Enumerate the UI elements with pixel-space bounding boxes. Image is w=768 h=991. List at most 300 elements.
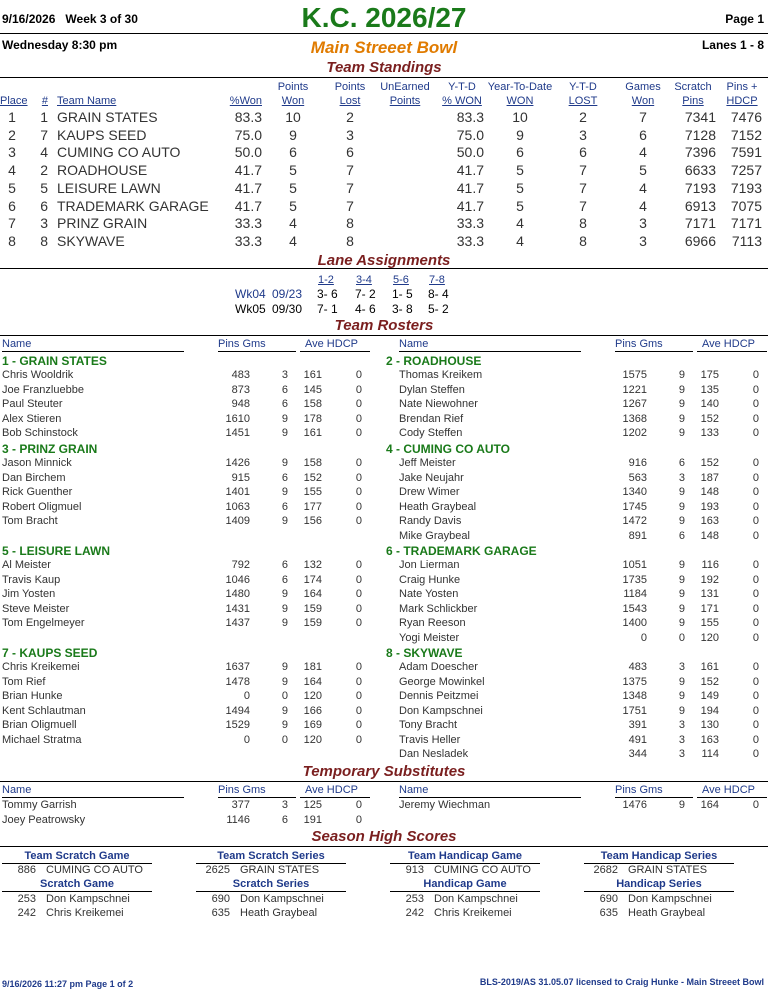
player-handicap: 0 (355, 398, 362, 410)
player-pins: 1735 (622, 573, 647, 586)
player-games: 9 (678, 588, 685, 600)
high-score-heading: Team Scratch Game (24, 850, 130, 862)
player-games: 9 (281, 719, 288, 731)
player-pins: 1751 (622, 704, 647, 717)
standings-cell: 7193 (730, 179, 762, 196)
player-pins: 1409 (225, 515, 250, 527)
team-name: 2 - ROADHOUSE (386, 354, 482, 368)
player-name: Nate Niewohner (399, 398, 478, 410)
player-average: 163 (700, 515, 719, 527)
player-average: 152 (700, 412, 719, 425)
underline (218, 351, 296, 352)
standings-cell: 6 (8, 197, 16, 214)
lanes-range: Lanes 1 - 8 (701, 38, 764, 52)
footer-right: BLS-2019/AS 31.05.07 licensed to Craig Hunke - Main Streeet Bowl (479, 977, 764, 987)
standings-cell: 2 (579, 109, 587, 125)
player-name: Dylan Steffen (399, 383, 465, 396)
bowling-center: Main Streeet Bowl (310, 38, 458, 57)
standings-cell: 2 (346, 109, 354, 125)
lane-header: 7-8 (429, 274, 445, 286)
player-average: 148 (700, 529, 719, 542)
player-games: 3 (678, 748, 685, 760)
player-name: Brian Oligmuell (2, 719, 77, 731)
standings-cell: 4 (639, 179, 647, 196)
player-average: 155 (700, 617, 719, 629)
player-handicap: 0 (355, 704, 362, 717)
standings-cell: 8 (40, 232, 48, 249)
underline (2, 351, 184, 352)
player-handicap: 0 (752, 661, 759, 673)
divider (0, 846, 768, 847)
player-handicap: 0 (752, 675, 759, 688)
player-pins: 1368 (622, 412, 647, 425)
player-handicap: 0 (355, 471, 362, 484)
player-name: Brian Hunke (2, 690, 63, 702)
lane-week: Wk04 (235, 287, 266, 301)
standings-cell: 50.0 (234, 144, 262, 161)
standings-cell: 8 (579, 215, 587, 232)
report-date: 9/16/2026 Week 3 of 30 (2, 12, 138, 26)
high-score-heading: Handicap Game (423, 878, 507, 890)
team-name: 8 - SKYWAVE (386, 646, 463, 660)
player-pins: 1745 (622, 500, 647, 513)
footer-left: 9/16/2026 11:27 pm Page 1 of 2 (2, 979, 134, 989)
player-games: 9 (281, 602, 288, 615)
team-name: 3 - PRINZ GRAIN (2, 442, 98, 456)
high-score-name: Don Kampschnei (434, 893, 518, 905)
player-games: 9 (281, 457, 288, 469)
high-score-name: Chris Kreikemei (46, 907, 124, 919)
high-score-name: GRAIN STATES (240, 864, 320, 876)
player-games: 3 (281, 799, 288, 811)
league-title: K.C. 2026/27 (301, 2, 467, 33)
standings-cell: 75.0 (234, 126, 262, 143)
player-pins: 948 (231, 398, 250, 410)
underline (300, 797, 370, 798)
standings-header-0: Place (0, 95, 28, 107)
underline (300, 351, 370, 352)
lane-pair: 8- 4 (428, 287, 449, 301)
player-handicap: 0 (752, 529, 759, 542)
standings-cell: 3 (639, 232, 647, 249)
player-pins: 1637 (225, 661, 250, 673)
col-header-pins-gms: Pins Gms (615, 338, 663, 350)
standings-cell: 2 (40, 162, 48, 179)
player-average: 152 (700, 675, 719, 688)
col-header-name: Name (2, 338, 32, 350)
player-games: 0 (281, 733, 288, 746)
standings-header-12: Pins + HDCP (726, 81, 758, 107)
standings-cell: 6 (289, 144, 297, 161)
player-games: 9 (678, 690, 685, 702)
high-score-name: Don Kampschnei (628, 893, 712, 905)
player-average: 163 (700, 733, 719, 746)
underline (399, 351, 581, 352)
standings-cell: 7152 (730, 126, 762, 143)
player-games: 9 (678, 799, 685, 811)
player-average: 125 (303, 799, 322, 811)
standings-cell: 6633 (684, 162, 716, 179)
player-pins: 891 (628, 529, 647, 542)
player-games: 3 (281, 369, 288, 381)
standings-cell: 7 (579, 179, 587, 196)
player-name: Don Kampschnei (399, 704, 483, 717)
standings-cell: 8 (579, 232, 587, 249)
player-average: 156 (303, 515, 322, 527)
standings-header-5: Points Lost (334, 81, 366, 107)
standings-cell: SKYWAVE (57, 232, 125, 249)
player-average: 161 (303, 369, 322, 381)
player-pins: 1451 (225, 427, 250, 439)
standings-cell: 7 (579, 162, 587, 179)
player-average: 161 (700, 661, 719, 673)
player-name: Craig Hunke (399, 573, 461, 586)
player-average: 178 (303, 412, 322, 425)
divider (0, 781, 768, 782)
player-average: 159 (303, 617, 322, 629)
lane-pair: 3- 8 (392, 302, 413, 316)
player-pins: 1267 (622, 398, 647, 410)
underline (399, 797, 581, 798)
player-name: Dan Nesladek (399, 748, 469, 760)
player-average: 161 (303, 427, 322, 439)
lane-pair: 5- 2 (428, 302, 449, 316)
player-pins: 1476 (622, 799, 647, 811)
high-score-heading: Handicap Series (616, 878, 702, 890)
underline (390, 891, 540, 892)
high-score-value: 2625 (205, 864, 230, 876)
standings-cell: 7 (40, 126, 48, 143)
standings-cell: 7 (346, 179, 354, 196)
standings-cell: 3 (40, 215, 48, 232)
divider (0, 33, 768, 34)
col-header-ave-hdcp: Ave HDCP (702, 784, 755, 796)
standings-cell: 7171 (730, 215, 762, 232)
player-handicap: 0 (355, 457, 362, 469)
player-handicap: 0 (752, 457, 759, 469)
player-games: 0 (281, 690, 288, 702)
player-name: Kent Schlautman (2, 704, 86, 717)
underline (218, 797, 296, 798)
player-name: Cody Steffen (399, 427, 463, 439)
standings-cell: ROADHOUSE (57, 162, 148, 179)
player-average: 148 (700, 486, 719, 498)
player-handicap: 0 (752, 398, 759, 410)
player-pins: 1401 (225, 486, 250, 498)
standings-cell: 75.0 (456, 126, 484, 143)
player-pins: 377 (231, 799, 250, 811)
player-name: Heath Graybeal (399, 500, 477, 513)
standings-cell: 6 (516, 144, 524, 161)
player-pins: 1437 (225, 617, 250, 629)
player-games: 9 (678, 500, 685, 513)
player-name: Alex Stieren (2, 412, 62, 425)
standings-cell: 4 (40, 144, 48, 161)
player-handicap: 0 (752, 471, 759, 484)
player-name: Nate Yosten (399, 588, 459, 600)
standings-cell: 7476 (730, 109, 762, 125)
player-pins: 1046 (225, 573, 250, 586)
player-average: 130 (700, 719, 719, 731)
player-games: 9 (281, 412, 288, 425)
standings-cell: 6 (40, 197, 48, 214)
player-average: 158 (303, 457, 322, 469)
player-average: 158 (303, 398, 322, 410)
standings-cell: 9 (516, 126, 524, 143)
high-score-name: Chris Kreikemei (434, 907, 512, 919)
player-handicap: 0 (752, 733, 759, 746)
standings-cell: 7128 (684, 126, 716, 143)
standings-cell: 83.3 (234, 109, 262, 125)
player-pins: 491 (628, 733, 647, 746)
player-handicap: 0 (752, 486, 759, 498)
high-score-value: 886 (17, 864, 36, 876)
player-games: 3 (678, 733, 685, 746)
player-games: 9 (678, 383, 685, 396)
player-name: Tom Bracht (2, 515, 58, 527)
high-score-value: 253 (17, 893, 36, 905)
col-header-ave-hdcp: Ave HDCP (305, 784, 358, 796)
player-handicap: 0 (355, 588, 362, 600)
player-handicap: 0 (355, 412, 362, 425)
player-name: Adam Doescher (399, 661, 478, 673)
high-score-heading: Team Handicap Game (407, 850, 523, 862)
player-games: 6 (281, 383, 288, 396)
player-handicap: 0 (752, 631, 759, 644)
standings-header-1: # (41, 95, 48, 107)
standings-cell: 4 (516, 232, 524, 249)
underline (615, 797, 693, 798)
high-score-name: Don Kampschnei (240, 893, 324, 905)
standings-cell: 7591 (730, 144, 762, 161)
player-pins: 916 (628, 457, 647, 469)
player-games: 9 (281, 617, 288, 629)
high-score-value: 242 (17, 907, 36, 919)
player-average: 149 (700, 690, 719, 702)
player-average: 120 (700, 631, 719, 644)
standings-cell: 5 (289, 179, 297, 196)
player-games: 3 (678, 661, 685, 673)
player-name: Robert Oligmuel (2, 500, 82, 513)
player-games: 6 (281, 398, 288, 410)
player-average: 171 (700, 602, 719, 615)
standings-cell: 7396 (684, 144, 716, 161)
player-average: 194 (700, 704, 719, 717)
player-handicap: 0 (752, 704, 759, 717)
player-handicap: 0 (752, 412, 759, 425)
standings-cell: 8 (346, 232, 354, 249)
underline (196, 891, 346, 892)
player-handicap: 0 (355, 486, 362, 498)
player-games: 9 (678, 412, 685, 425)
player-handicap: 0 (752, 369, 759, 381)
lane-date: 09/30 (272, 302, 303, 316)
player-handicap: 0 (355, 661, 362, 673)
player-name: Jake Neujahr (399, 471, 464, 484)
player-name: Paul Steuter (2, 398, 63, 410)
player-games: 9 (281, 661, 288, 673)
player-handicap: 0 (355, 500, 362, 513)
standings-header-8: Year-To-Date WON (487, 81, 553, 107)
player-pins: 563 (628, 471, 647, 484)
player-name: Mark Schlickber (399, 602, 478, 615)
col-header-ave-hdcp: Ave HDCP (305, 338, 358, 350)
underline (615, 351, 693, 352)
standings-cell: 7 (346, 162, 354, 179)
standings-cell: PRINZ GRAIN (57, 215, 148, 232)
standings-cell: 5 (516, 162, 524, 179)
player-games: 6 (281, 813, 288, 826)
player-pins: 873 (231, 383, 250, 396)
standings-cell: 83.3 (456, 109, 484, 125)
player-handicap: 0 (355, 675, 362, 688)
player-pins: 1051 (622, 559, 647, 571)
player-handicap: 0 (355, 813, 362, 826)
team-name: 4 - CUMING CO AUTO (386, 442, 511, 456)
standings-cell: 3 (8, 144, 16, 161)
player-name: Jason Minnick (2, 457, 72, 469)
high-score-value: 690 (211, 893, 230, 905)
player-handicap: 0 (355, 690, 362, 702)
col-header-pins-gms: Pins Gms (615, 784, 663, 796)
player-pins: 1202 (622, 427, 647, 439)
high-score-value: 913 (405, 864, 424, 876)
high-score-value: 2682 (593, 864, 618, 876)
lane-pair: 4- 6 (355, 302, 376, 316)
player-pins: 1375 (622, 675, 647, 688)
player-name: Jeremy Wiechman (399, 799, 491, 811)
player-games: 6 (281, 500, 288, 513)
player-average: 191 (303, 813, 322, 826)
standings-cell: 7171 (684, 215, 716, 232)
standings-cell: 1 (40, 109, 48, 125)
standings-header-2: Team Name (57, 95, 117, 107)
player-average: 193 (700, 500, 719, 513)
standings-cell: 5 (289, 197, 297, 214)
standings-cell: 2 (8, 126, 16, 143)
lane-pair: 7- 2 (355, 287, 376, 301)
player-name: Mike Graybeal (399, 529, 470, 542)
player-name: Joey Peatrowsky (2, 813, 86, 826)
player-name: Jeff Meister (399, 457, 456, 469)
high-score-name: CUMING CO AUTO (46, 864, 143, 876)
player-games: 6 (281, 471, 288, 484)
lane-date: 09/23 (272, 287, 303, 301)
standings-cell: 7 (579, 197, 587, 214)
player-name: Ryan Reeson (399, 617, 466, 629)
player-games: 6 (281, 573, 288, 586)
player-handicap: 0 (355, 559, 362, 571)
standings-cell: 41.7 (456, 179, 484, 196)
player-handicap: 0 (355, 573, 362, 586)
lane-pair: 7- 1 (317, 302, 338, 316)
player-games: 9 (678, 704, 685, 717)
player-average: 164 (700, 799, 719, 811)
player-average: 135 (700, 383, 719, 396)
player-pins: 0 (243, 690, 250, 702)
standings-cell: 3 (579, 126, 587, 143)
player-games: 9 (281, 515, 288, 527)
player-pins: 1431 (225, 602, 250, 615)
player-name: Rick Guenther (2, 486, 73, 498)
team-name: 6 - TRADEMARK GARAGE (386, 544, 537, 558)
standings-cell: 6 (639, 126, 647, 143)
player-pins: 483 (231, 369, 250, 381)
player-handicap: 0 (752, 690, 759, 702)
standings-cell: GRAIN STATES (57, 109, 158, 125)
player-average: 164 (303, 675, 322, 688)
standings-cell: 8 (346, 215, 354, 232)
player-name: Travis Kaup (2, 573, 61, 586)
player-average: 133 (700, 427, 719, 439)
standings-cell: 3 (639, 215, 647, 232)
player-games: 9 (678, 369, 685, 381)
divider (0, 77, 768, 78)
player-average: 164 (303, 588, 322, 600)
player-name: Chris Wooldrik (2, 369, 74, 381)
standings-cell: 7 (639, 109, 647, 125)
player-handicap: 0 (355, 383, 362, 396)
player-handicap: 0 (752, 427, 759, 439)
standings-cell: 4 (516, 215, 524, 232)
team-name: 7 - KAUPS SEED (2, 646, 98, 660)
standings-cell: 4 (639, 197, 647, 214)
player-games: 6 (678, 457, 685, 469)
player-average: 120 (303, 690, 322, 702)
standings-header-6: UnEarned Points (380, 81, 430, 107)
player-pins: 1146 (226, 813, 250, 826)
player-handicap: 0 (355, 369, 362, 381)
player-name: Tom Engelmeyer (2, 617, 85, 629)
player-average: 140 (700, 398, 719, 410)
lane-week: Wk05 (235, 302, 266, 316)
player-pins: 344 (628, 748, 647, 760)
lane-pair: 3- 6 (317, 287, 338, 301)
player-games: 3 (678, 471, 685, 484)
standings-cell: 41.7 (234, 179, 262, 196)
standings-cell: 10 (512, 109, 528, 125)
player-handicap: 0 (355, 617, 362, 629)
standings-cell: 7341 (684, 109, 716, 125)
player-handicap: 0 (752, 500, 759, 513)
underline (2, 891, 152, 892)
standings-cell: TRADEMARK GARAGE (57, 197, 209, 214)
player-handicap: 0 (752, 799, 759, 811)
player-handicap: 0 (752, 588, 759, 600)
standings-cell: 5 (516, 197, 524, 214)
page-number: Page 1 (725, 12, 764, 26)
player-name: Thomas Kreikem (399, 369, 483, 381)
player-name: Chris Kreikemei (2, 661, 80, 673)
standings-cell: 3 (346, 126, 354, 143)
player-name: Steve Meister (2, 602, 70, 615)
standings-cell: 41.7 (456, 162, 484, 179)
player-name: Drew Wimer (399, 486, 460, 498)
player-games: 9 (678, 559, 685, 571)
standings-cell: 4 (289, 232, 297, 249)
col-header-pins-gms: Pins Gms (218, 338, 266, 350)
player-average: 116 (701, 559, 719, 571)
lane-header: 5-6 (393, 274, 409, 286)
player-average: 187 (700, 471, 719, 484)
player-pins: 1529 (225, 719, 250, 731)
player-name: Yogi Meister (399, 631, 460, 644)
player-pins: 1348 (622, 690, 647, 702)
player-name: Joe Franzluebbe (2, 383, 84, 396)
standings-header-10: Games Won (625, 81, 661, 107)
player-name: Al Meister (2, 559, 51, 571)
player-average: 145 (303, 383, 322, 396)
